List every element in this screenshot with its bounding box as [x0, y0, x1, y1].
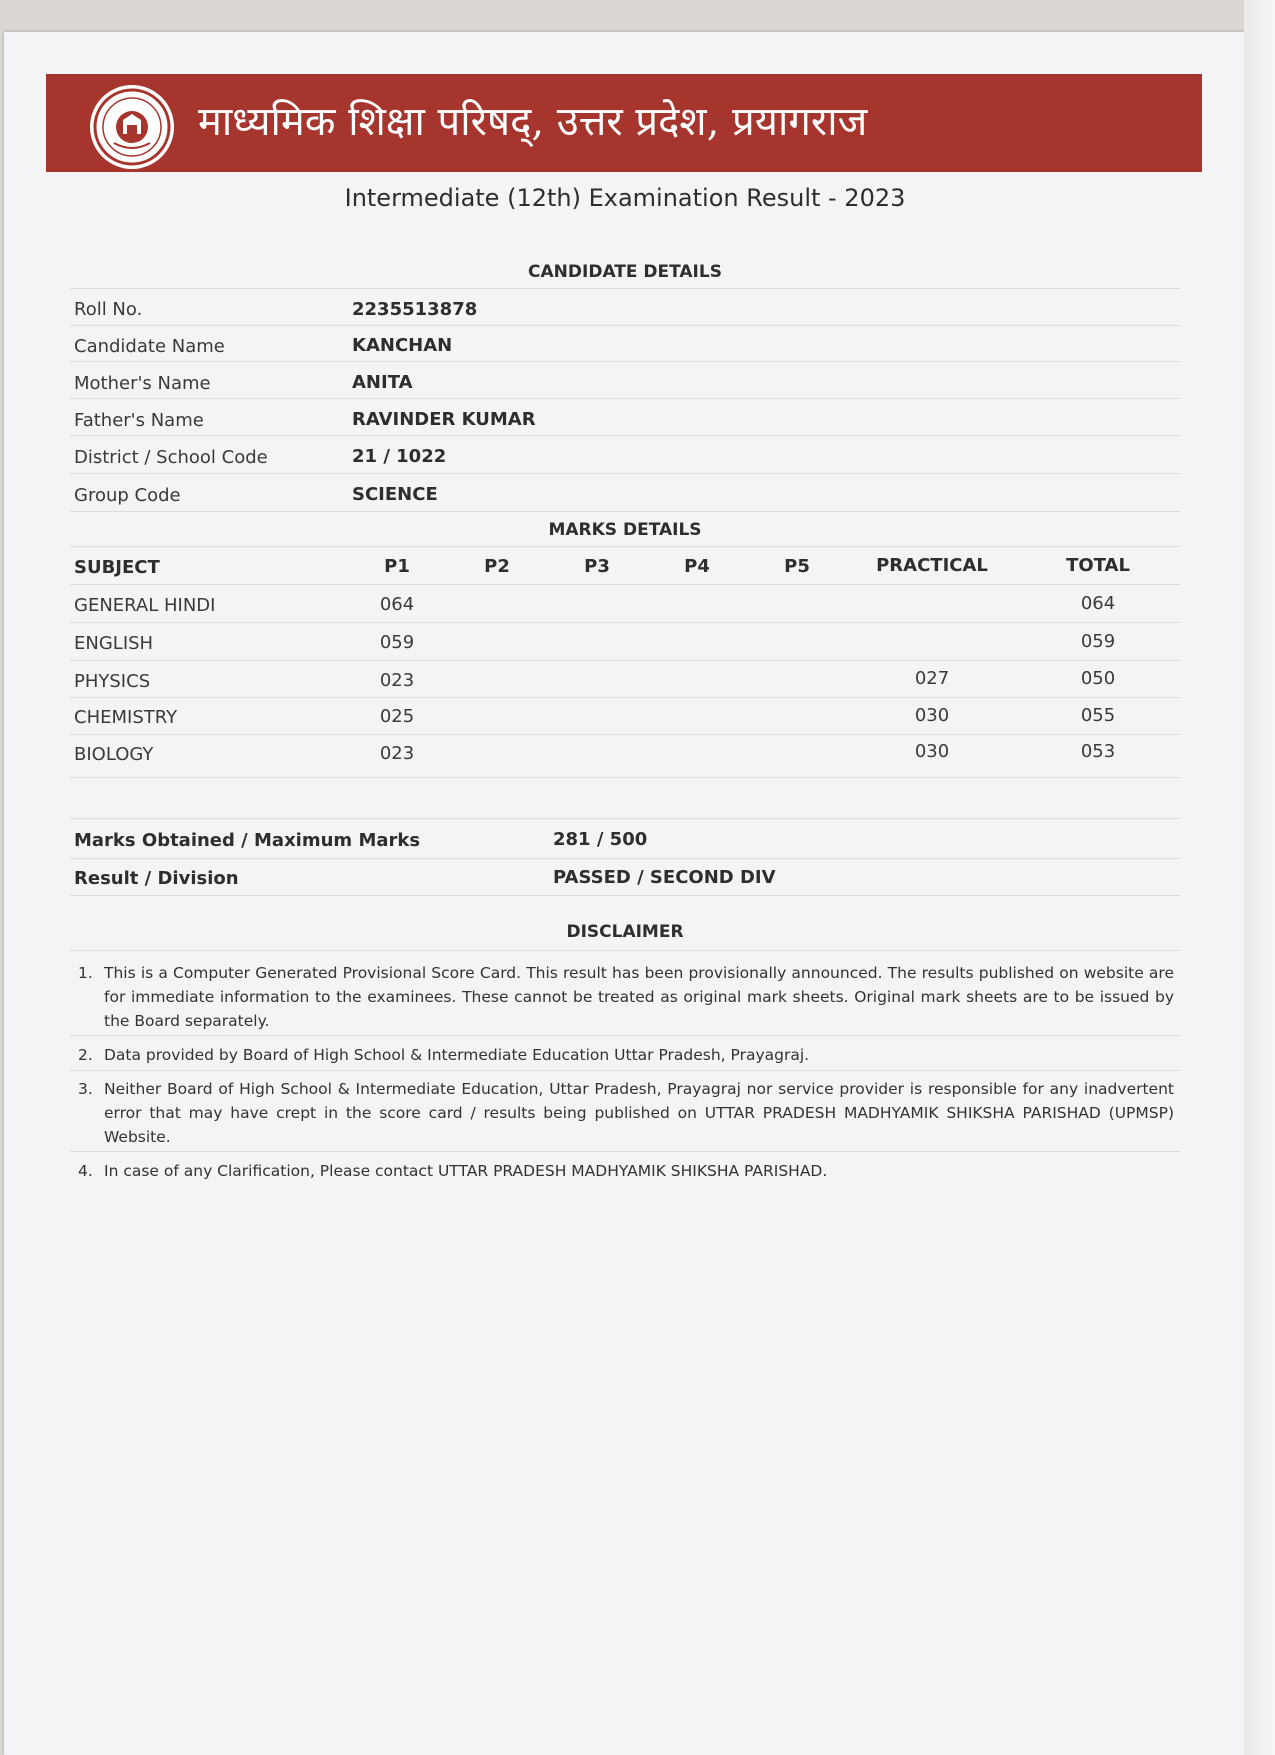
disclaimer-item	[78, 961, 1174, 1033]
mark-p1: 023	[379, 670, 415, 691]
field-label: Candidate Name	[74, 336, 225, 357]
col-header-p3: P3	[584, 556, 610, 577]
mark-practical	[862, 628, 1002, 658]
divider	[70, 584, 1180, 585]
field-label: Roll No.	[74, 299, 143, 320]
divider	[70, 697, 1180, 698]
board-emblem-icon	[90, 85, 174, 169]
disclaimer-heading: DISCLAIMER	[566, 922, 684, 942]
mark-p1: 025	[379, 706, 415, 727]
col-header-practical: PRACTICAL	[876, 555, 988, 576]
divider	[70, 288, 1180, 289]
exam-title: Intermediate (12th) Examination Result - 2023	[344, 184, 906, 212]
mark-total: 053	[1080, 741, 1116, 762]
divider	[70, 1070, 1180, 1071]
subject-name: GENERAL HINDI	[74, 595, 216, 616]
mark-total: 055	[1080, 705, 1116, 726]
divider	[70, 361, 1180, 362]
mark-practical: 030	[914, 741, 950, 762]
mark-practical	[862, 590, 1002, 620]
col-header-p5: P5	[784, 556, 810, 577]
divider	[70, 1035, 1180, 1036]
marks-obtained-label: Marks Obtained / Maximum Marks	[74, 830, 421, 851]
disclaimer-item	[78, 1043, 1174, 1067]
col-header-p2: P2	[484, 556, 510, 577]
field-label: Group Code	[74, 485, 181, 506]
divider	[70, 398, 1180, 399]
disclaimer-number: 1.	[78, 964, 93, 982]
divider	[70, 777, 1180, 778]
subject-name: CHEMISTRY	[74, 707, 178, 728]
disclaimer-text: In case of any Clarification, Please contact UTTAR PRADESH MADHYAMIK SHIKSHA PARISHAD.	[104, 1162, 828, 1180]
subject-name: BIOLOGY	[74, 744, 154, 765]
disclaimer-item	[78, 1077, 1174, 1149]
mark-practical: 030	[914, 705, 950, 726]
father-name: RAVINDER KUMAR	[352, 409, 536, 430]
divider	[70, 473, 1180, 474]
disclaimer-text: Data provided by Board of High School & Intermediate Education Uttar Pradesh, Prayagraj.	[104, 1046, 810, 1064]
divider	[70, 895, 1180, 896]
disclaimer-item	[78, 1159, 1174, 1183]
divider	[70, 546, 1180, 547]
disclaimer-number: 2.	[78, 1046, 93, 1064]
candidate-name: KANCHAN	[352, 335, 453, 356]
divider	[70, 858, 1180, 859]
divider	[70, 818, 1180, 819]
divider	[70, 325, 1180, 326]
divider	[70, 435, 1180, 436]
col-header-p1: P1	[384, 556, 410, 577]
divider	[70, 622, 1180, 623]
disclaimer-text: Neither Board of High School & Intermediate Education, Uttar Pradesh, Prayagraj nor service provider is responsible for any inadvertent error that may have crept in the score card / results being published on UTTAR PRADESH MADHYAMIK SHIKSHA PARISHAD (UPMSP) Website.	[104, 1080, 1174, 1146]
divider	[70, 511, 1180, 512]
field-label: Father's Name	[74, 410, 204, 431]
board-name-hindi: माध्यमिक शिक्षा परिषद्, उत्तर प्रदेश, प्रयागराज	[198, 99, 868, 145]
col-header-p4: P4	[684, 556, 710, 577]
mark-p1: 064	[379, 594, 415, 615]
mother-name: ANITA	[352, 372, 413, 393]
mark-total: 064	[1080, 593, 1116, 614]
disclaimer-number: 3.	[78, 1080, 93, 1098]
field-label: Mother's Name	[74, 373, 211, 394]
marks-obtained-value: 281 / 500	[553, 829, 648, 850]
disclaimer-text: This is a Computer Generated Provisional Score Card. This result has been provisionally announced. The results published on website are for immediate information to the examinees. These cannot be treated as original mark sheets. Original mark sheets are to be issued by the Board separately.	[104, 964, 1174, 1030]
divider	[70, 734, 1180, 735]
subject-name: PHYSICS	[74, 671, 151, 692]
mark-p1: 059	[379, 632, 415, 653]
candidate-details-heading: CANDIDATE DETAILS	[528, 262, 722, 282]
col-header-subject: SUBJECT	[74, 557, 160, 578]
mark-total: 050	[1080, 668, 1116, 689]
mark-practical: 027	[914, 668, 950, 689]
col-header-total: TOTAL	[1066, 555, 1130, 576]
field-label: District / School Code	[74, 447, 268, 468]
mark-p1: 023	[379, 743, 415, 764]
result-division-value: PASSED / SECOND DIV	[553, 867, 776, 888]
mark-total: 059	[1080, 631, 1116, 652]
marks-details-heading: MARKS DETAILS	[548, 520, 702, 540]
roll-number: 2235513878	[352, 299, 478, 320]
divider	[70, 950, 1180, 951]
disclaimer-number: 4.	[78, 1162, 93, 1180]
subject-name: ENGLISH	[74, 633, 154, 654]
divider	[70, 660, 1180, 661]
result-division-label: Result / Division	[74, 868, 239, 889]
group-code: SCIENCE	[352, 484, 438, 505]
divider	[70, 1151, 1180, 1152]
district-school-code: 21 / 1022	[352, 446, 447, 467]
